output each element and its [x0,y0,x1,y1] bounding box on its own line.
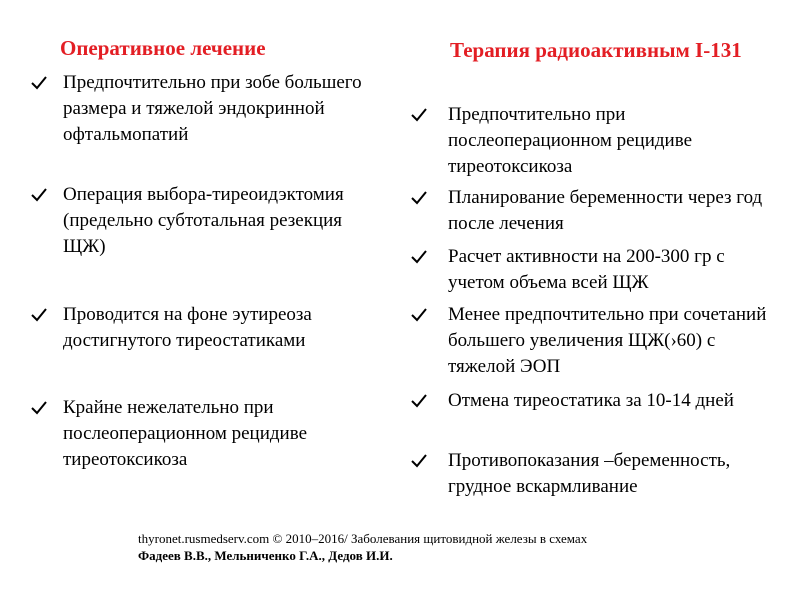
right-heading: Терапия радиоактивным I-131 [450,38,742,62]
list-item-text: Крайне нежелательно при послеоперационном рецидиве тиреотоксикоза [63,397,308,470]
list-item-text: Проводится на фоне эутиреоза достигнутого тиреостатиками [63,304,312,351]
check-icon [30,186,48,204]
list-item [410,102,780,180]
list-item-text: Расчет активности на 200-300 гр с учетом объема всей ЩЖ [448,246,725,293]
list-item [410,244,780,296]
list-item [30,182,370,260]
list-item [30,395,370,473]
check-icon [410,306,428,324]
list-item-text: Предпочтительно при зобе большего размера и тяжелой эндокринной офтальмопатий [63,72,362,145]
check-icon [410,392,428,410]
list-item [410,388,780,414]
list-item-text: Противопоказания –беременность, грудное вскармливание [448,450,731,497]
footer-citation [138,530,638,564]
list-item [30,70,370,148]
list-item [410,448,780,500]
check-icon [30,74,48,92]
check-icon [410,248,428,266]
list-item-text: Операция выбора-тиреоидэктомия (предельно субтотальная резекция ЩЖ) [63,184,344,257]
list-item [30,302,370,354]
check-icon [30,306,48,324]
check-icon [410,106,428,124]
check-icon [410,452,428,470]
left-heading: Оперативное лечение [60,36,266,60]
footer-authors: Фадеев В.В., Мельниченко Г.А., Дедов И.И. [138,548,393,563]
list-item-text: Менее предпочтительно при сочетаний большего увеличения ЩЖ(›60) с тяжелой ЭОП [448,304,767,377]
list-item-text: Планирование беременности через год после лечения [448,187,763,234]
check-icon [30,399,48,417]
list-item-text: Отмена тиреостатика за 10-14 дней [448,390,734,411]
footer-source: thyronet.rusmedserv.com © 2010–2016/ Заболевания щитовидной железы в схемах [138,531,588,546]
list-item-text: Предпочтительно при послеоперационном рецидиве тиреотоксикоза [448,104,693,177]
list-item [410,185,780,237]
check-icon [410,189,428,207]
list-item [410,302,780,380]
